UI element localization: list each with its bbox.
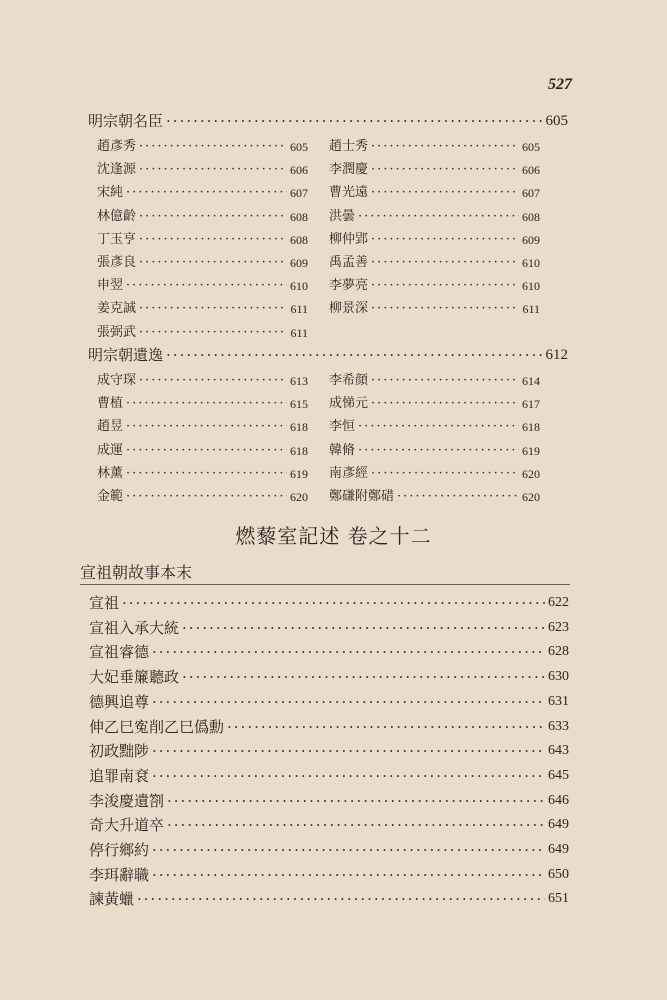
- dot-leader: [371, 463, 519, 485]
- entry-right-title: 李希顔: [329, 373, 369, 388]
- entry-right-title: 李夢亮: [329, 278, 369, 294]
- toc-entry-page: 651: [548, 891, 569, 907]
- entry-left-title: 趙昱: [97, 419, 124, 435]
- entry-right-page: 620: [522, 490, 540, 504]
- entry-right-title: 韓脩: [329, 442, 356, 458]
- toc-entry-title: 追罪南袞: [89, 766, 150, 785]
- entry-left-title: 沈逢源: [97, 162, 137, 178]
- section-heading: [88, 344, 568, 366]
- entry-right: [329, 370, 540, 392]
- toc-entry-page: 623: [548, 619, 569, 635]
- toc-entry: [89, 716, 569, 738]
- toc-entry-title: 李浚慶遺劄: [89, 791, 165, 810]
- entry-left-title: 金範: [97, 489, 124, 504]
- dot-leader: [152, 765, 545, 787]
- entry-left-page: 613: [290, 374, 308, 388]
- entry-right-title: 李恒: [329, 419, 356, 435]
- dot-leader: [152, 641, 545, 663]
- dot-leader: [167, 814, 545, 836]
- entry-right-page: 618: [522, 420, 540, 435]
- dot-leader: [152, 740, 545, 762]
- entry-left-title: 宋純: [97, 185, 124, 201]
- dot-leader: [126, 393, 287, 415]
- entry-left-title: 曹植: [97, 396, 124, 412]
- entry-right-page: 610: [522, 279, 540, 294]
- toc-entry-title: 停行鄉約: [89, 841, 150, 859]
- dot-leader: [371, 182, 519, 204]
- toc-entry-page: 630: [548, 669, 569, 685]
- dot-leader: [139, 136, 287, 158]
- entry-left-page: 605: [290, 140, 308, 154]
- dot-leader: [182, 617, 545, 639]
- entry-right-page: 609: [522, 232, 540, 247]
- toc-entry: [89, 864, 569, 886]
- entry-right: [329, 298, 540, 320]
- entry-right-title: 鄭磏附鄭碏: [329, 489, 395, 504]
- entry-left-title: 林薰: [97, 465, 124, 481]
- entry-left-page: 618: [290, 443, 308, 458]
- dot-leader: [126, 440, 287, 462]
- toc-entry: [89, 691, 569, 713]
- entry-right: [329, 229, 540, 251]
- dot-leader: [166, 110, 542, 132]
- entry-left-title: 丁玉亨: [97, 231, 137, 247]
- entry-right-page: 605: [522, 140, 540, 154]
- dot-leader: [371, 136, 519, 158]
- toc-entry-page: 649: [548, 842, 569, 857]
- entry-right: [329, 206, 540, 228]
- entry-left-page: 611: [290, 302, 308, 317]
- entry-left: [97, 136, 308, 158]
- dot-leader: [126, 275, 287, 297]
- toc-entry-page: 646: [548, 792, 569, 808]
- entry-left: [97, 463, 308, 485]
- toc-entry: [89, 814, 569, 836]
- entry-right-page: 614: [522, 374, 540, 388]
- toc-entry: [89, 790, 569, 812]
- entry-right-title: 李潤慶: [329, 162, 369, 178]
- dot-leader: [126, 463, 287, 485]
- dot-leader: [371, 298, 519, 320]
- section-divider: [80, 584, 570, 585]
- toc-entry: [89, 740, 569, 762]
- toc-entry: [89, 888, 569, 910]
- entry-left-page: 609: [290, 256, 308, 270]
- dot-leader: [139, 229, 287, 251]
- toc-entry-page: 622: [548, 595, 569, 610]
- entry-right: [329, 252, 540, 274]
- dot-leader: [358, 440, 519, 462]
- entry-left: [97, 252, 308, 274]
- entry-right-page: 610: [522, 256, 540, 270]
- toc-entry-title: 李珥辭職: [89, 865, 150, 884]
- toc-entry-title: 諫黃蠟: [89, 890, 135, 909]
- dot-leader: [182, 666, 545, 688]
- entry-left-page: 615: [290, 397, 308, 412]
- toc-entry-title: 德興追尊: [89, 692, 150, 711]
- page-number: 527: [548, 76, 572, 93]
- dot-leader: [371, 275, 519, 297]
- entry-right: [329, 136, 540, 158]
- entry-left: [97, 486, 308, 508]
- dot-leader: [139, 322, 287, 344]
- toc-entry: [89, 765, 569, 787]
- toc-entry-title: 宣祖: [89, 594, 120, 612]
- toc-entry-page: 650: [548, 866, 569, 882]
- toc-entry-page: 633: [548, 718, 569, 734]
- dot-leader: [139, 298, 287, 320]
- entry-left-title: 姜克誠: [97, 301, 137, 317]
- entry-right-page: 617: [522, 397, 540, 412]
- dot-leader: [358, 416, 519, 438]
- toc-entry-page: 628: [548, 644, 569, 660]
- entry-left: [97, 393, 308, 415]
- entry-left-title: 林億齡: [97, 208, 137, 224]
- entry-right-title: 趙士秀: [329, 139, 369, 154]
- dot-leader: [371, 252, 519, 274]
- dot-leader: [167, 790, 545, 812]
- entry-right: [329, 393, 540, 415]
- entry-right-title: 禹孟善: [329, 255, 369, 270]
- entry-right: [329, 159, 540, 181]
- entry-left: [97, 440, 308, 462]
- dot-leader: [397, 486, 519, 508]
- entry-left: [97, 206, 308, 228]
- entry-left: [97, 416, 308, 438]
- dot-leader: [137, 888, 545, 910]
- toc-entry-title: 大妃垂簾聽政: [89, 668, 180, 687]
- section-heading-title: 明宗朝名臣: [88, 112, 164, 130]
- toc-entry-title: 初政黜陟: [89, 742, 150, 761]
- entry-left-title: 成守琛: [97, 373, 137, 388]
- entry-left-page: 620: [290, 490, 308, 504]
- section-heading: [88, 110, 568, 132]
- entry-left-page: 608: [290, 209, 308, 224]
- entry-right-page: 620: [522, 466, 540, 481]
- dot-leader: [371, 393, 519, 415]
- entry-right: [329, 182, 540, 204]
- dot-leader: [371, 159, 519, 181]
- toc-entry: [89, 839, 569, 861]
- dot-leader: [152, 691, 545, 713]
- toc-entry: [89, 641, 569, 663]
- toc-entry-title: 伸乙巳寃削乙巳僞勳: [89, 717, 225, 736]
- section-heading-page: 612: [545, 347, 568, 363]
- entry-left-title: 趙彥秀: [97, 139, 137, 154]
- entry-left-title: 張彥良: [97, 255, 137, 270]
- entry-left-page: 611: [290, 325, 308, 340]
- entry-right-title: 南彥經: [329, 465, 369, 481]
- dot-leader: [371, 370, 519, 392]
- entry-right-title: 柳景深: [329, 301, 369, 317]
- dot-leader: [139, 159, 287, 181]
- entry-right: [329, 486, 540, 508]
- entry-left: [97, 322, 308, 344]
- toc-entry-title: 宣祖入承大統: [89, 618, 180, 637]
- entry-right-title: 成悌元: [329, 396, 369, 412]
- entry-left-page: 610: [290, 279, 308, 294]
- entry-right-title: 柳仲郢: [329, 231, 369, 247]
- section-heading-page: 605: [545, 113, 568, 129]
- entry-left: [97, 182, 308, 204]
- toc-entry: [89, 592, 569, 614]
- entry-right-title: 洪曇: [329, 208, 356, 224]
- dot-leader: [126, 182, 287, 204]
- dot-leader: [358, 206, 519, 228]
- dot-leader: [122, 592, 545, 614]
- entry-left: [97, 298, 308, 320]
- entry-left: [97, 370, 308, 392]
- dot-leader: [126, 486, 287, 508]
- entry-left-title: 張弼武: [97, 324, 137, 340]
- toc-entry: [89, 666, 569, 688]
- entry-right-page: 606: [522, 163, 540, 178]
- entry-right-page: 611: [522, 302, 540, 317]
- entry-left-page: 606: [290, 163, 308, 178]
- dot-leader: [227, 716, 545, 738]
- entry-right: [329, 275, 540, 297]
- entry-left: [97, 159, 308, 181]
- volume-title: 燃藜室記述 卷之十二: [235, 524, 432, 548]
- toc-entry: [89, 617, 569, 639]
- dot-leader: [152, 839, 545, 861]
- dot-leader: [139, 252, 287, 274]
- dot-leader: [126, 416, 287, 438]
- entry-right: [329, 416, 540, 438]
- entry-left: [97, 229, 308, 251]
- section-title: 宣祖朝故事本末: [80, 563, 193, 582]
- entry-right-title: 曹光遠: [329, 185, 369, 201]
- entry-left-title: 成運: [97, 442, 124, 458]
- entry-right: [329, 463, 540, 485]
- toc-entry-page: 631: [548, 693, 569, 709]
- toc-entry-title: 宣祖睿德: [89, 643, 150, 662]
- toc-entry-page: 643: [548, 743, 569, 759]
- entry-left-page: 608: [290, 232, 308, 247]
- toc-entry-page: 645: [548, 767, 569, 783]
- entry-left: [97, 275, 308, 297]
- section-heading-title: 明宗朝遺逸: [88, 346, 164, 364]
- toc-entry-page: 649: [548, 817, 569, 833]
- entry-left-page: 619: [290, 466, 308, 481]
- dot-leader: [139, 206, 287, 228]
- dot-leader: [371, 229, 519, 251]
- entry-right-page: 608: [522, 209, 540, 224]
- entry-right-page: 607: [522, 186, 540, 201]
- toc-entry-title: 奇大升道卒: [89, 816, 165, 835]
- entry-left-page: 607: [290, 186, 308, 201]
- dot-leader: [152, 864, 545, 886]
- entry-left-title: 申翌: [97, 278, 124, 294]
- dot-leader: [166, 344, 542, 366]
- entry-right: [329, 440, 540, 462]
- dot-leader: [139, 370, 287, 392]
- entry-right-page: 619: [522, 443, 540, 458]
- entry-left-page: 618: [290, 420, 308, 435]
